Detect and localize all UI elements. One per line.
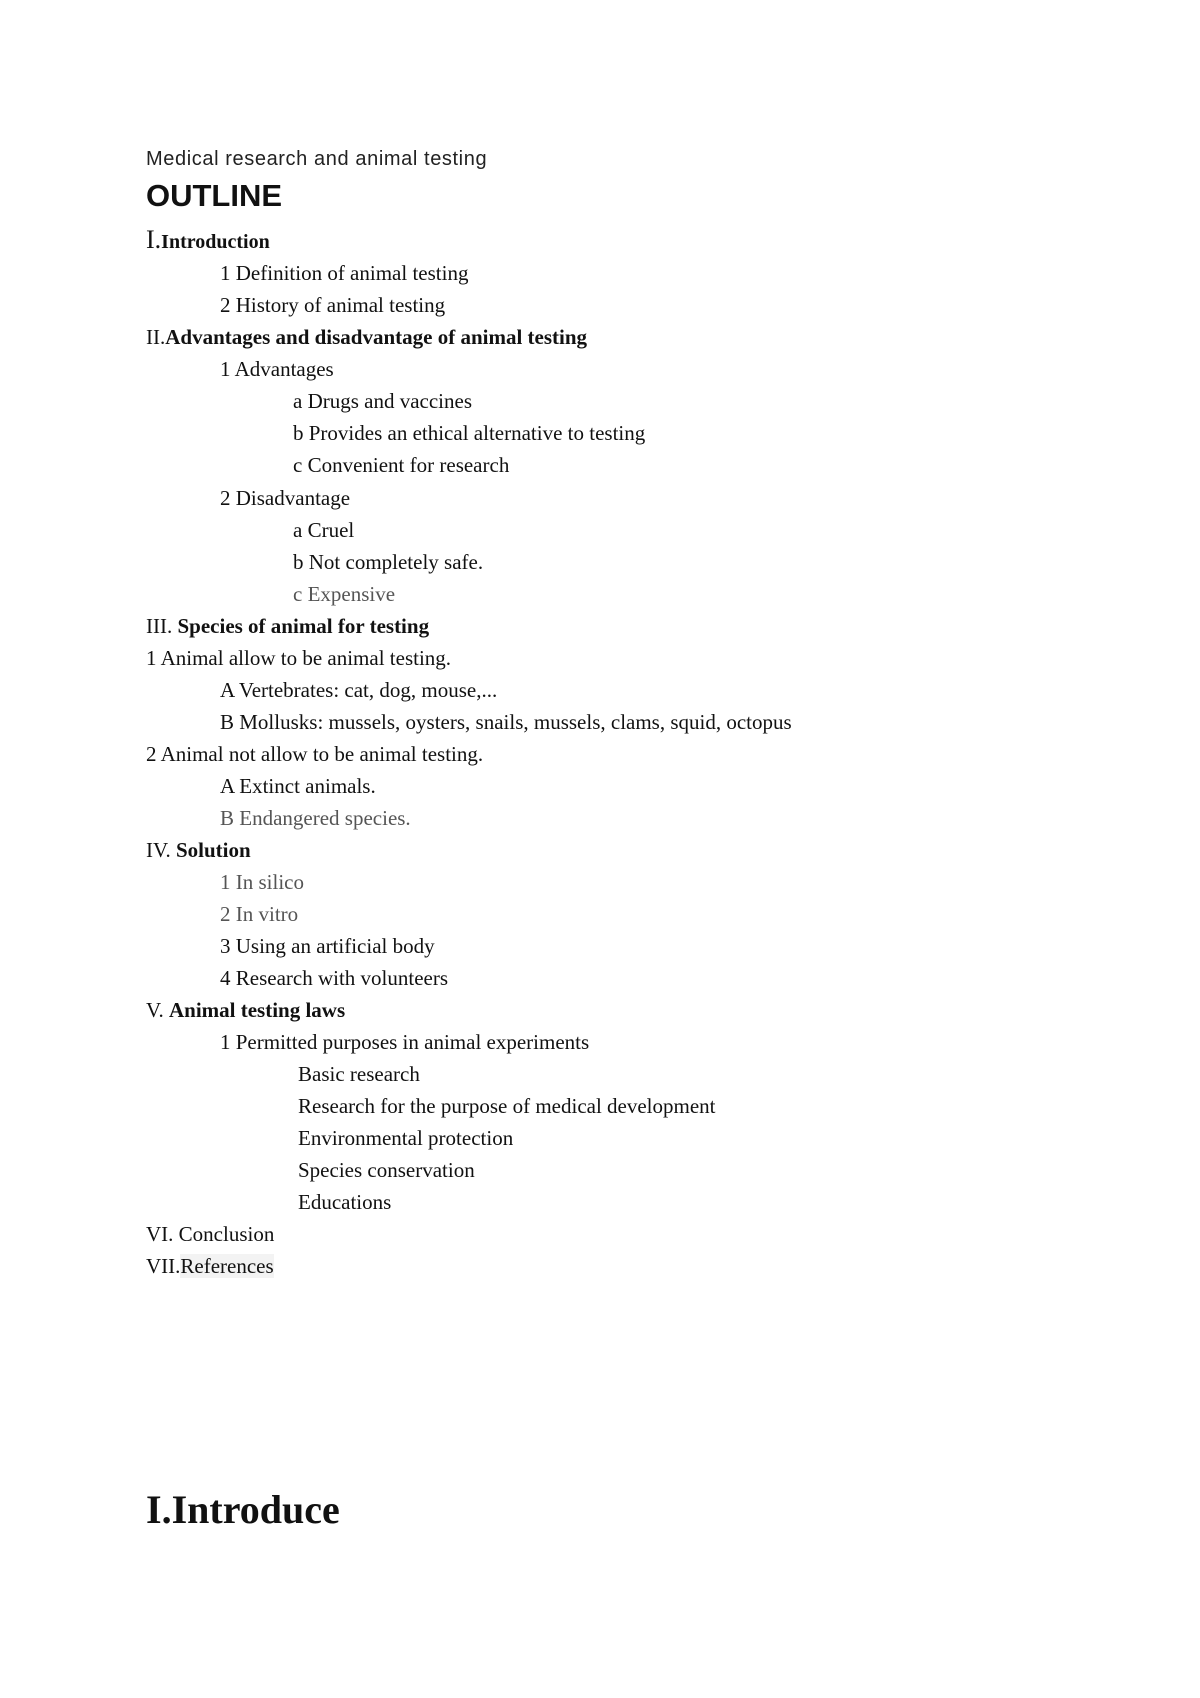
advantage-item: b Provides an ethical alternative to testing bbox=[293, 421, 646, 445]
allowed-label: 1 Animal allow to be animal testing. bbox=[146, 646, 452, 670]
section-1-heading bbox=[146, 227, 270, 253]
section-5-numeral: V. bbox=[146, 998, 169, 1022]
document-title: Medical research and animal testing bbox=[146, 148, 488, 170]
purposes-label: 1 Permitted purposes in animal experiments bbox=[220, 1030, 590, 1054]
not-allowed-item: A Extinct animals. bbox=[220, 774, 376, 798]
section-3-heading bbox=[146, 616, 429, 637]
section-7-title: References bbox=[180, 1254, 274, 1278]
disadvantage-item: c Expensive bbox=[293, 582, 396, 606]
section-4-title: Solution bbox=[175, 838, 251, 862]
section-6-heading: VI. Conclusion bbox=[146, 1222, 275, 1246]
purpose-item: Educations bbox=[298, 1190, 392, 1214]
not-allowed-item: B Endangered species. bbox=[220, 806, 411, 830]
solution-item: 3 Using an artificial body bbox=[220, 934, 435, 958]
section-7-heading bbox=[146, 1256, 274, 1277]
advantages-label: 1 Advantages bbox=[220, 357, 334, 381]
advantage-item: c Convenient for research bbox=[293, 453, 510, 477]
section-1-title: Introduction bbox=[161, 231, 270, 253]
section-5-title: Animal testing laws bbox=[168, 998, 346, 1022]
solution-item: 4 Research with volunteers bbox=[220, 966, 449, 990]
section-1-item: 2 History of animal testing bbox=[220, 293, 446, 317]
solution-item: 2 In vitro bbox=[220, 902, 299, 926]
section-7-numeral: VII. bbox=[146, 1254, 181, 1278]
section-2-heading bbox=[146, 327, 587, 348]
disadvantages-label: 2 Disadvantage bbox=[220, 486, 351, 510]
purpose-item: Basic research bbox=[298, 1062, 420, 1086]
introduce-numeral: I. bbox=[146, 1487, 172, 1532]
allowed-item: B Mollusks: mussels, oysters, snails, mussels, clams, squid, octopus bbox=[220, 710, 792, 734]
section-3-numeral: III. bbox=[146, 614, 178, 638]
disadvantage-item: a Cruel bbox=[293, 518, 355, 542]
introduce-title: Introduce bbox=[171, 1487, 340, 1532]
outline-heading: OUTLINE bbox=[146, 178, 283, 213]
not-allowed-label: 2 Animal not allow to be animal testing. bbox=[146, 742, 484, 766]
advantage-item: a Drugs and vaccines bbox=[293, 389, 473, 413]
section-5-heading bbox=[146, 1000, 345, 1021]
section-3-title: Species of animal for testing bbox=[177, 614, 430, 638]
purpose-item: Environmental protection bbox=[298, 1126, 514, 1150]
section-1-item: 1 Definition of animal testing bbox=[220, 261, 469, 285]
section-1-numeral: I. bbox=[146, 225, 162, 254]
purpose-item: Research for the purpose of medical development bbox=[298, 1094, 716, 1118]
disadvantage-item: b Not completely safe. bbox=[293, 550, 484, 574]
section-2-title: Advantages and disadvantage of animal testing bbox=[165, 325, 588, 349]
allowed-item: A Vertebrates: cat, dog, mouse,... bbox=[220, 678, 498, 702]
section-4-heading bbox=[146, 840, 251, 861]
purpose-item: Species conservation bbox=[298, 1158, 475, 1182]
section-4-numeral: IV. bbox=[146, 838, 176, 862]
introduce-heading bbox=[146, 1487, 340, 1532]
solution-item: 1 In silico bbox=[220, 870, 304, 894]
section-2-numeral: II. bbox=[146, 325, 166, 349]
